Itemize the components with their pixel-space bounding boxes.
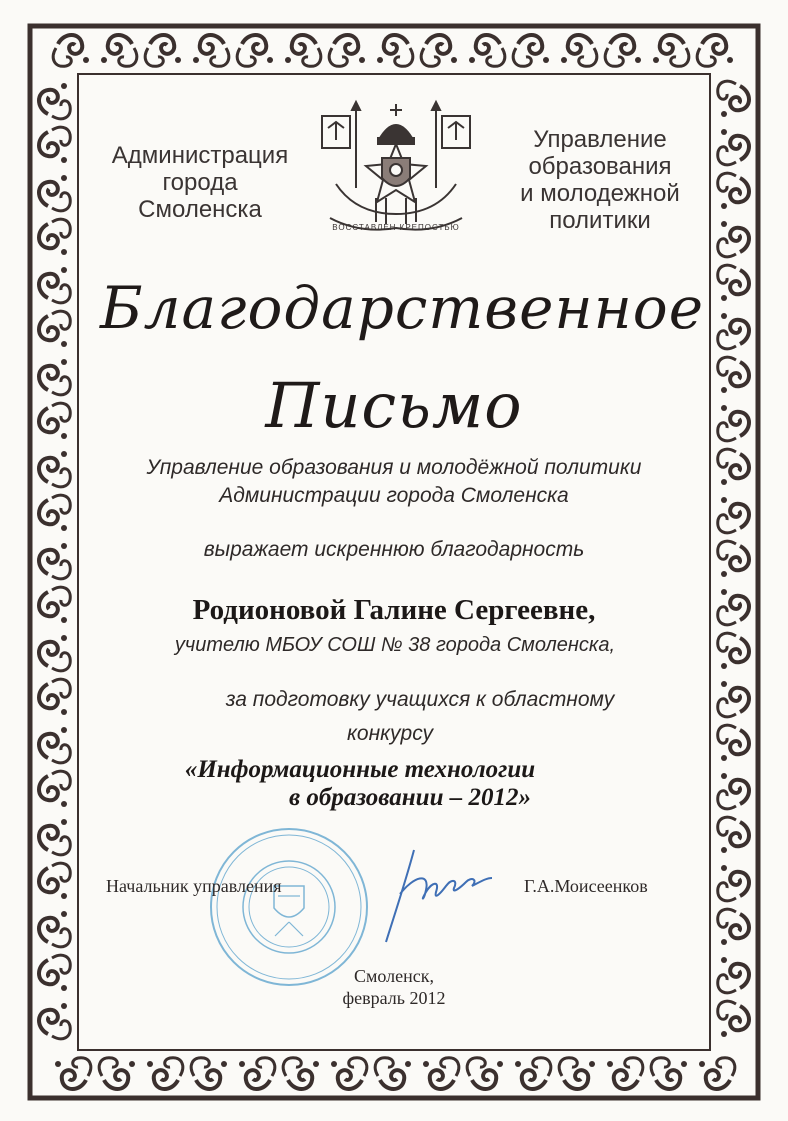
official-stamp [208,826,370,988]
footer-date: февраль 2012 [342,988,446,1008]
title-line-2: Письмо [265,369,523,442]
coat-of-arms-icon [316,98,476,238]
footer-city: Смоленск, [354,966,434,986]
header-left-line-3: Смоленска [138,196,262,223]
expresses-text: выражает искреннюю благодарность [203,538,585,561]
reason-line-1: за подготовку учащихся к областному [225,688,615,711]
signer-position: Начальник управления [106,876,282,896]
header-left-line-2: города [162,169,238,196]
issuer-line-2: Администрации города Смоленска [219,484,569,507]
header-right-line-1: Управление [533,126,667,153]
header-right-line-4: политики [549,207,651,234]
coat-motto: ВОССТАВЛЕН КРЕПОСТЬЮ [332,223,460,232]
header-right-line-3: и молодежной [520,180,680,207]
header-right [500,126,700,234]
issuer-line-1: Управление образования и молодёжной политики [146,456,642,479]
contest-line-2: в образовании – 2012» [288,784,531,811]
header-left [100,142,300,223]
title-line-1: Благодарственное [100,274,705,342]
contest-line-1: «Информационные технологии [184,756,536,783]
handwritten-signature [376,842,506,952]
header-left-line-1: Администрация [111,142,289,169]
signer-name: Г.А.Моисеенков [524,876,648,896]
header-right-line-2: образования [528,153,672,180]
reason-line-2: конкурсу [346,722,433,745]
recipient-name: Родионовой Галине Сергеевне, [192,594,596,626]
recipient-position: учителю МБОУ СОШ № 38 города Смоленска, [174,634,616,656]
